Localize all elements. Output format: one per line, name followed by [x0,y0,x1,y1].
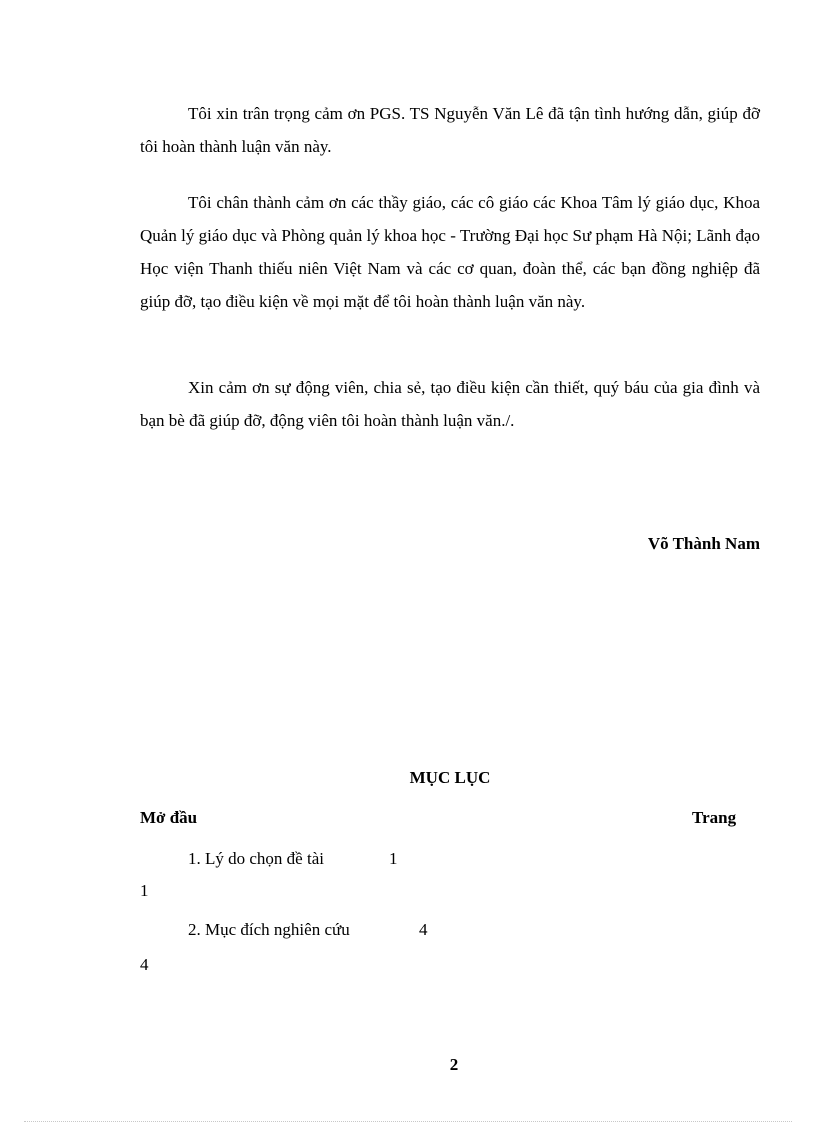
toc-entry-page: 1 [389,849,398,868]
toc-page-heading: Trang [692,808,737,827]
acknowledgement-paragraph-2: Tôi chân thành cảm ơn các thầy giáo, các cô giáo các Khoa Tâm lý giáo dục, Khoa Quản lý giáo dục và Phòng quản lý khoa học - Trường Đại học Sư phạm Hà Nội; Lãnh đạo Học viện Thanh thiếu niên Việt Nam và các cơ quan, đoàn thể, các bạn đồng nghiệp đã giúp đỡ, tạo điều kiện về mọi mặt để tôi hoàn thành luận văn này. [140,193,760,311]
author-signature: Võ Thành Nam [647,534,760,553]
toc-entry-page-continued: 1 [140,881,149,900]
toc-entry-page: 4 [419,920,428,939]
page-number: 2 [449,1055,459,1074]
toc-entry-page-continued: 4 [140,955,149,974]
toc-section-heading: Mở đầu [140,808,198,827]
acknowledgement-paragraph-1: Tôi xin trân trọng cảm ơn PGS. TS Nguyễn Văn Lê đã tận tình hướng dẫn, giúp đỡ tôi hoàn thành luận văn này. [140,104,760,156]
toc-entry-label: 2. Mục đích nghiên cứu [188,920,350,939]
toc-title: MỤC LỤC [409,768,491,787]
acknowledgement-paragraph-3: Xin cảm ơn sự động viên, chia sẻ, tạo điều kiện cần thiết, quý báu của gia đình và bạn bè đã giúp đỡ, động viên tôi hoàn thành luận văn./. [140,378,760,430]
page-bottom-divider [24,1121,792,1122]
toc-entry-label: 1. Lý do chọn đề tài [188,849,324,868]
